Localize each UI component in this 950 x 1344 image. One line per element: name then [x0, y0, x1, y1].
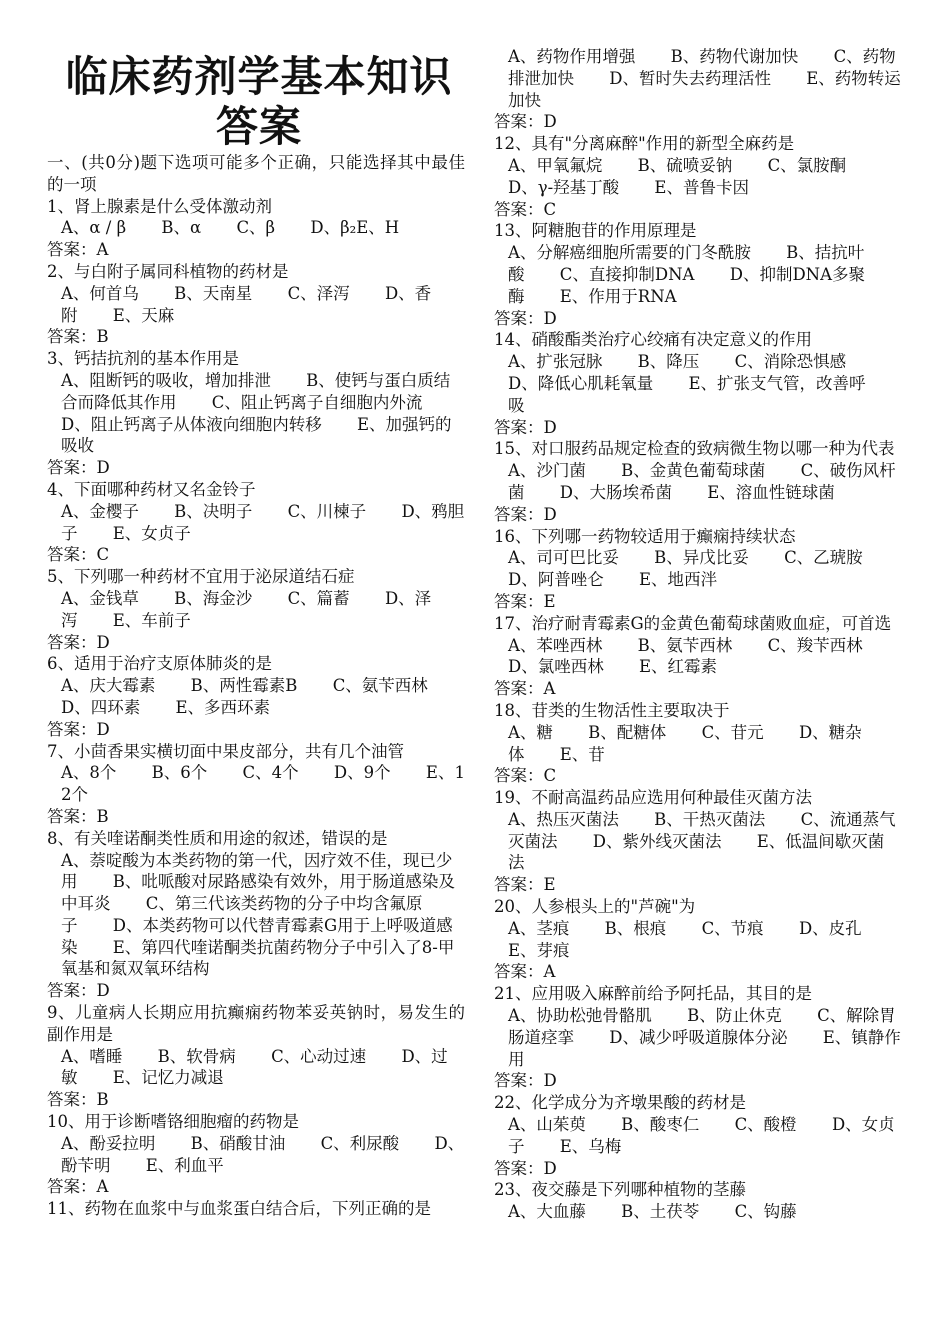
question-block — [47, 1002, 465, 1111]
question-text: 21、应用吸入麻醉前给予阿托品，其目的是 — [494, 984, 812, 1004]
option: D、降低心肌耗氧量 — [508, 373, 654, 393]
option: B、决明子 — [174, 501, 253, 521]
answer-label: 答案： — [494, 504, 544, 524]
option: C、破伤风杆菌 — [508, 461, 896, 502]
answer — [494, 504, 904, 526]
option: A、甲氧氟烷 — [508, 155, 603, 175]
question-text: 5、下列哪一种药材不宜用于泌尿道结石症 — [47, 567, 355, 587]
answer-value: D — [96, 632, 110, 652]
option: D、糖杂体 — [508, 722, 862, 764]
answer-value: C — [543, 766, 557, 786]
option: D、暂时失去药理活性 — [609, 68, 771, 88]
question-block — [494, 526, 904, 613]
option: D、阻止钙离子从体液向细胞内转移 — [61, 414, 322, 434]
question-text: 14、硝酸酯类治疗心绞痛有决定意义的作用 — [494, 330, 812, 350]
question-text: 20、人参根头上的"芦碗"为 — [494, 897, 696, 917]
option: C、泽泻 — [287, 283, 350, 303]
option: C、氯胺酮 — [767, 155, 847, 175]
question-block — [47, 261, 465, 348]
instructions: 一、(共0分)题下选项可能多个正确，只能选择其中最佳的一项 — [47, 153, 465, 194]
option: E、红霉素 — [638, 657, 718, 677]
option: A、司可巴比妥 — [508, 548, 619, 568]
option: E、第四代喹诺酮类抗菌药物分子中引入了8-甲氧基和氮双氧环结构 — [61, 937, 455, 979]
option: D、阿普唑仑 — [508, 570, 604, 590]
answer — [494, 765, 904, 787]
question-block — [47, 741, 465, 828]
option: C、乙琥胺 — [784, 548, 863, 568]
question-text: 11、药物在血浆中与血浆蛋白结合后，下列正确的是 — [47, 1199, 431, 1219]
right-column — [494, 0, 904, 1223]
answer-label: 答案： — [47, 632, 97, 652]
answer-value: A — [543, 679, 556, 699]
answer-label: 答案： — [47, 719, 97, 739]
answer — [494, 417, 904, 439]
answer — [494, 1158, 904, 1180]
option: C、阻止钙离子自细胞内外流 — [211, 392, 423, 412]
answer — [47, 239, 465, 261]
option: E、乌梅 — [559, 1136, 622, 1156]
option: C、钩藤 — [734, 1202, 797, 1222]
option: D、γ-羟基丁酸 — [508, 177, 620, 197]
option: A、金钱草 — [61, 588, 139, 608]
option: A、热压灭菌法 — [508, 809, 619, 829]
option: E、地西泮 — [638, 570, 718, 590]
option: B、酸枣仁 — [621, 1115, 700, 1135]
answer-value: D — [543, 1158, 557, 1178]
option: A、庆大霉素 — [61, 676, 156, 696]
answer-value: C — [96, 545, 110, 565]
option: B、防止休克 — [687, 1006, 782, 1026]
option: D、紫外线灭菌法 — [592, 831, 722, 851]
answer — [47, 806, 465, 828]
question-text: 22、化学成分为齐墩果酸的药材是 — [494, 1093, 746, 1113]
option: B、硝酸甘油 — [190, 1133, 286, 1153]
question-block — [47, 348, 465, 479]
option: D、四环素 — [61, 697, 141, 717]
option: D、9个 — [333, 763, 391, 783]
option: C、篇蓄 — [287, 588, 350, 608]
title-line-2: 答案 — [215, 102, 302, 151]
option: A、8个 — [61, 763, 117, 783]
answer — [47, 544, 465, 566]
question-text: 13、阿糖胞苷的作用原理是 — [494, 221, 697, 241]
answer-label: 答案： — [47, 806, 97, 826]
answer-label: 答案： — [47, 240, 97, 260]
answer — [494, 961, 904, 983]
options — [494, 722, 904, 766]
answer-value: A — [543, 962, 556, 982]
option: A、山茱萸 — [508, 1115, 586, 1135]
option: E、镇静作用 — [508, 1027, 901, 1069]
question-text: 6、适用于治疗支原体肺炎的是 — [47, 654, 272, 674]
question-text: 4、下面哪种药材又名金铃子 — [47, 479, 256, 499]
option: E、芽痕 — [508, 940, 570, 960]
options — [494, 46, 904, 111]
answer-label: 答案： — [494, 679, 544, 699]
question-text: 17、治疗耐青霉素G的金黄色葡萄球菌败血症，可首选 — [494, 613, 892, 633]
question-text: 10、用于诊断嗜铬细胞瘤的药物是 — [47, 1112, 299, 1132]
option: A、糖 — [508, 722, 553, 742]
question-block — [47, 566, 465, 653]
option: E、天麻 — [112, 305, 175, 325]
question-block — [47, 1111, 465, 1198]
option: A、大血藤 — [508, 1202, 586, 1222]
option: C、解除胃肠道痉挛 — [508, 1006, 896, 1047]
answer-label: 答案： — [494, 591, 544, 611]
option: D、鸦胆子 — [61, 501, 465, 543]
option: C、节痕 — [701, 918, 764, 938]
question-block — [494, 896, 904, 983]
option: E、普鲁卡因 — [654, 177, 749, 197]
option: E、加强钙的吸收 — [61, 414, 452, 456]
option: C、流通蒸气灭菌法 — [508, 809, 896, 851]
title-line-1: 临床药剂学基本知识 — [65, 52, 453, 101]
question-list-left — [47, 196, 465, 1220]
option: A、何首乌 — [61, 283, 139, 303]
options — [47, 501, 465, 545]
answer — [494, 308, 904, 330]
question-block — [47, 1198, 465, 1220]
options — [494, 635, 904, 679]
option: B、6个 — [151, 763, 208, 783]
answer-label: 答案： — [494, 112, 544, 132]
options — [494, 460, 904, 504]
page-title — [53, 52, 465, 152]
option: D、本类药物可以代替青霉素G用于上呼吸道感染 — [61, 915, 453, 957]
options — [494, 1005, 904, 1070]
left-column — [47, 0, 465, 1220]
answer-label: 答案： — [494, 308, 544, 328]
option: A、茎痕 — [508, 918, 570, 938]
options — [47, 283, 465, 327]
option: B、氨苄西林 — [637, 635, 733, 655]
option: C、直接抑制DNA — [559, 264, 695, 284]
option: A、药物作用增强 — [508, 47, 636, 66]
option: A、嗜睡 — [61, 1046, 123, 1066]
answer-value: D — [96, 458, 110, 478]
option: D、减少呼吸道腺体分泌 — [609, 1027, 788, 1047]
answer-label: 答案： — [494, 962, 544, 982]
option: C、消除恐惧感 — [734, 352, 847, 372]
option: B、配糖体 — [588, 722, 667, 742]
answer — [47, 980, 465, 1002]
question-block — [494, 329, 904, 438]
answer — [494, 1070, 904, 1092]
options — [47, 850, 465, 981]
option: C、酸橙 — [734, 1115, 797, 1135]
question-text: 19、不耐高温药品应选用何种最佳灭菌方法 — [494, 788, 812, 808]
option: B、两性霉素B — [190, 676, 298, 696]
answer-value: B — [96, 806, 109, 826]
question-text: 15、对口服药品规定检查的致病微生物以哪一种为代表 — [494, 439, 895, 459]
option: A、酚妥拉明 — [61, 1133, 156, 1153]
answer-label: 答案： — [494, 875, 544, 895]
option: C、苷元 — [701, 722, 764, 742]
answer-value: D — [543, 112, 557, 132]
answer-value: D — [96, 981, 110, 1001]
answer-value: D — [96, 719, 110, 739]
answer-label: 答案： — [494, 1071, 544, 1091]
question-text: 7、小茴香果实横切面中果皮部分，共有几个油管 — [47, 741, 404, 761]
options — [494, 809, 904, 874]
option: A、金樱子 — [61, 501, 139, 521]
option: D、女贞子 — [508, 1115, 895, 1156]
question-block — [494, 1179, 904, 1223]
options — [47, 217, 465, 239]
question-block — [494, 983, 904, 1092]
question-block — [494, 613, 904, 700]
answer — [494, 678, 904, 700]
answer — [494, 199, 904, 221]
question-text: 3、钙拮抗剂的基本作用是 — [47, 349, 239, 369]
option: A、阻断钙的吸收，增加排泄 — [61, 370, 271, 390]
options — [47, 370, 465, 457]
option: A、α / β — [61, 218, 127, 238]
answer — [47, 457, 465, 479]
answer-label: 答案： — [47, 458, 97, 478]
options — [47, 762, 465, 806]
question-text: 23、夜交藤是下列哪种植物的茎藤 — [494, 1180, 746, 1200]
question-block — [47, 196, 465, 261]
answer — [47, 1176, 465, 1198]
question-text: 1、肾上腺素是什么受体激动剂 — [47, 196, 272, 216]
answer — [47, 719, 465, 741]
option: E、作用于RNA — [559, 286, 677, 306]
answer-label: 答案： — [494, 199, 544, 219]
option: A、协助松弛骨骼肌 — [508, 1006, 652, 1026]
option: E、12个 — [61, 763, 465, 805]
answer-label: 答案： — [494, 1158, 544, 1178]
answer-label: 答案： — [47, 1090, 97, 1110]
question-text: 9、儿童病人长期应用抗癫痫药物苯妥英钠时，易发生的副作用是 — [47, 1003, 465, 1044]
answer-value: E — [543, 591, 556, 611]
question-block — [494, 700, 904, 787]
option: D、抑制DNA多聚酶 — [508, 264, 866, 306]
answer — [494, 591, 904, 613]
question-text: 8、有关喹诺酮类性质和用途的叙述，错误的是 — [47, 828, 388, 848]
answer-value: B — [96, 327, 109, 347]
option: E、苷 — [559, 744, 605, 764]
answer-value: A — [96, 240, 109, 260]
options — [494, 918, 904, 962]
options — [47, 675, 465, 719]
options — [47, 1046, 465, 1090]
option: B、吡哌酸对尿路感染有效外，用于肠道感染及中耳炎 — [61, 872, 455, 914]
option: A、萘啶酸为本类药物的第一代，因疗效不佳，现已少用 — [61, 850, 453, 892]
option: B、天南星 — [174, 283, 253, 303]
option: A、分解癌细胞所需要的门冬酰胺 — [508, 243, 751, 263]
answer-label: 答案： — [47, 981, 97, 1001]
option: B、干热灭菌法 — [654, 809, 766, 829]
question-block — [47, 828, 465, 1002]
answer-value: D — [543, 504, 557, 524]
option: A、扩张冠脉 — [508, 352, 603, 372]
answer-value: D — [543, 308, 557, 328]
question-block — [494, 46, 904, 133]
option: E、溶血性链球菌 — [707, 482, 835, 502]
options — [494, 242, 904, 307]
option: E、记忆力减退 — [112, 1068, 224, 1088]
option: D、酚苄明 — [61, 1133, 465, 1175]
option: C、羧苄西林 — [767, 635, 863, 655]
option: B、软骨病 — [157, 1046, 236, 1066]
option: E、女贞子 — [112, 523, 191, 543]
answer-value: B — [96, 1090, 109, 1110]
options — [494, 1114, 904, 1158]
question-text: 2、与白附子属同科植物的药材是 — [47, 261, 289, 281]
option: D、泽泻 — [61, 588, 432, 630]
options — [494, 1201, 904, 1223]
option: B、药物代谢加快 — [670, 47, 799, 66]
question-block — [47, 653, 465, 740]
option: D、香附 — [61, 283, 432, 325]
option: B、海金沙 — [174, 588, 253, 608]
question-block — [494, 1092, 904, 1179]
answer — [47, 326, 465, 348]
question-text: 12、具有"分离麻醉"作用的新型全麻药是 — [494, 134, 795, 154]
question-block — [494, 220, 904, 329]
question-block — [494, 438, 904, 525]
answer — [47, 632, 465, 654]
options — [494, 547, 904, 591]
answer-value: A — [96, 1177, 109, 1197]
question-list-right — [494, 46, 904, 1223]
answer-label: 答案： — [47, 1177, 97, 1197]
option: C、4个 — [242, 763, 299, 783]
option: D、大肠埃希菌 — [559, 482, 672, 502]
option: C、利尿酸 — [320, 1133, 400, 1153]
option: B、异戊比妥 — [654, 548, 749, 568]
answer — [494, 111, 904, 133]
question-block — [494, 787, 904, 896]
option: D、过敏 — [61, 1046, 448, 1088]
option: A、苯唑西林 — [508, 635, 603, 655]
answer — [47, 1089, 465, 1111]
option: E、扩张支气管，改善呼吸 — [508, 373, 866, 415]
question-text: 16、下列哪一药物较适用于癫痫持续状态 — [494, 526, 796, 546]
option: B、根痕 — [604, 918, 667, 938]
option: C、药物排泄加快 — [508, 47, 896, 88]
question-text: 18、苷类的生物活性主要取决于 — [494, 700, 730, 720]
answer-label: 答案： — [47, 327, 97, 347]
option: C、心动过速 — [271, 1046, 367, 1066]
option: E、车前子 — [112, 610, 191, 630]
option: B、使钙与蛋白质结合而降低其作用 — [61, 370, 451, 412]
answer-value: C — [543, 199, 557, 219]
option: C、川楝子 — [287, 501, 367, 521]
option: D、β₂E、H — [310, 218, 400, 238]
option: E、低温间歇灭菌法 — [508, 831, 885, 873]
question-block — [494, 133, 904, 220]
option: D、皮孔 — [798, 918, 862, 938]
options — [494, 155, 904, 199]
option: C、β — [236, 218, 276, 238]
option: E、利血平 — [145, 1155, 224, 1175]
question-block — [47, 479, 465, 566]
option: A、沙门菌 — [508, 461, 586, 481]
options — [494, 351, 904, 416]
option: B、金黄色葡萄球菌 — [621, 461, 766, 481]
answer-label: 答案： — [494, 766, 544, 786]
option: B、土茯苓 — [621, 1202, 700, 1222]
answer-value: E — [543, 875, 556, 895]
option: B、拮抗叶酸 — [508, 243, 865, 284]
option: B、硫喷妥钠 — [637, 155, 733, 175]
option: E、多西环素 — [175, 697, 271, 717]
option: C、第三代该类药物的分子中均含氟原子 — [61, 894, 423, 935]
option: E、药物转运加快 — [508, 68, 901, 110]
options — [47, 1133, 465, 1177]
answer — [494, 874, 904, 896]
option: B、降压 — [637, 352, 700, 372]
answer-value: D — [543, 417, 557, 437]
option: D、氯唑西林 — [508, 657, 604, 677]
option: B、α — [161, 218, 202, 238]
answer-label: 答案： — [47, 545, 97, 565]
options — [47, 588, 465, 632]
answer-label: 答案： — [494, 417, 544, 437]
option: C、氨苄西林 — [332, 676, 428, 696]
answer-value: D — [543, 1071, 557, 1091]
